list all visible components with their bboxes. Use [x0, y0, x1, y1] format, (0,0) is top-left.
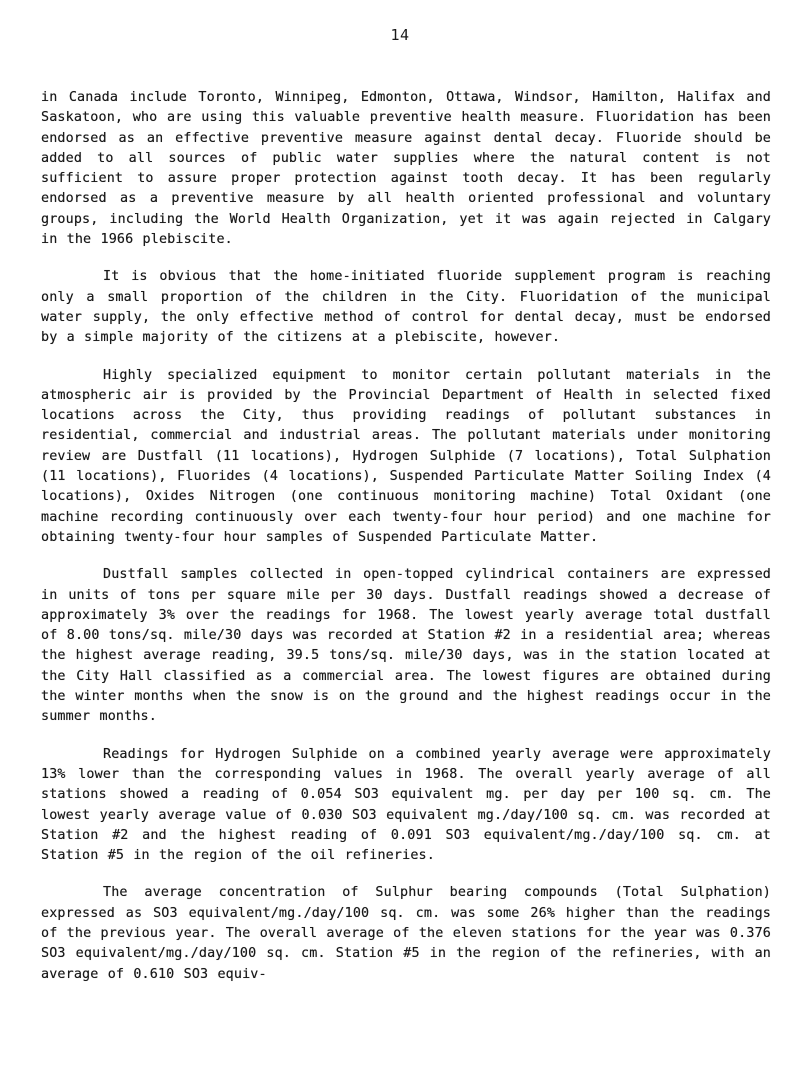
paragraph-dustfall: Dustfall samples collected in open-topped cylindrical containers are expressed in units of tons per square mile per 30 days. Dustfall readings showed a decrease of approximately 3% over the readings for 1968. The lowest yearly average total dustfall of 8.00 tons/sq. mile/30 days was recorded at Station #2 in a residential area; whereas the highest average reading, 39.5 tons/sq. mile/30 days, was in the station located at the City Hall classified as a commercial area. The lowest figures are obtained during the winter months when the snow is on the ground and the highest readings occur in the summer months. — [41, 567, 771, 725]
paragraph-fluoride-program: It is obvious that the home-initiated fluoride supplement program is reaching only a small proportion of the children in the City. Fluoridation of the municipal water supply, the only effective method of control for dental decay, must be endorsed by a simple majority of the citizens at a plebiscite, however. — [41, 269, 771, 346]
paragraph-hydrogen-sulphide: Readings for Hydrogen Sulphide on a combined yearly average were approximately 13% lower than the corresponding values in 1968. The overall yearly average of all stations showed a reading of 0.054 SO3 equivalent mg. per day per 100 sq. cm. The lowest yearly average value of 0.030 SO3 equivalent mg./day/100 sq. cm. was recorded at Station #2 and the highest reading of 0.091 SO3 equivalent/mg./day/100 sq. cm. at Station #5 in the region of the oil refineries. — [41, 746, 771, 864]
paragraph-fluoridation-cities: in Canada include Toronto, Winnipeg, Edmonton, Ottawa, Windsor, Hamilton, Halifax and Saskatoon, who are using this valuable preventive health measure. Fluoridation has been endorsed as an effective preventive measure against dental decay. Fluoride should be added to all sources of public water supplies where the natural content is not sufficient to assure proper protection against tooth decay. It has been regularly endorsed as a preventive measure by all health oriented professional and voluntary groups, including the World Health Organization, yet it was again rejected in Calgary in the 1966 plebiscite. — [41, 90, 771, 248]
document-body — [41, 88, 771, 985]
paragraph-air-monitoring: Highly specialized equipment to monitor certain pollutant materials in the atmospheric air is provided by the Provincial Department of Health in selected fixed locations across the City, thus providing readings of pollutant substances in residential, commercial and industrial areas. The pollutant materials under monitoring review are Dustfall (11 locations), Hydrogen Sulphide (7 locations), Total Sulphation (11 locations), Fluorides (4 locations), Suspended Particulate Matter Soiling Index (4 locations), Oxides Nitrogen (one continuous monitoring machine) Total Oxidant (one machine recording continuously over each twenty-four hour period) and one machine for obtaining twenty-four hour samples of Suspended Particulate Matter. — [41, 367, 771, 545]
page-number: 14 — [390, 26, 410, 44]
paragraph-total-sulphation: The average concentration of Sulphur bearing compounds (Total Sulphation) expressed as SO3 equivalent/mg./day/100 sq. cm. was some 26% higher than the readings of the previous year. The overall average of the eleven stations for the year was 0.376 SO3 equivalent/mg./day/100 sq. cm. Station #5 in the region of the refineries, with an average of 0.610 SO3 equiv- — [41, 885, 771, 982]
